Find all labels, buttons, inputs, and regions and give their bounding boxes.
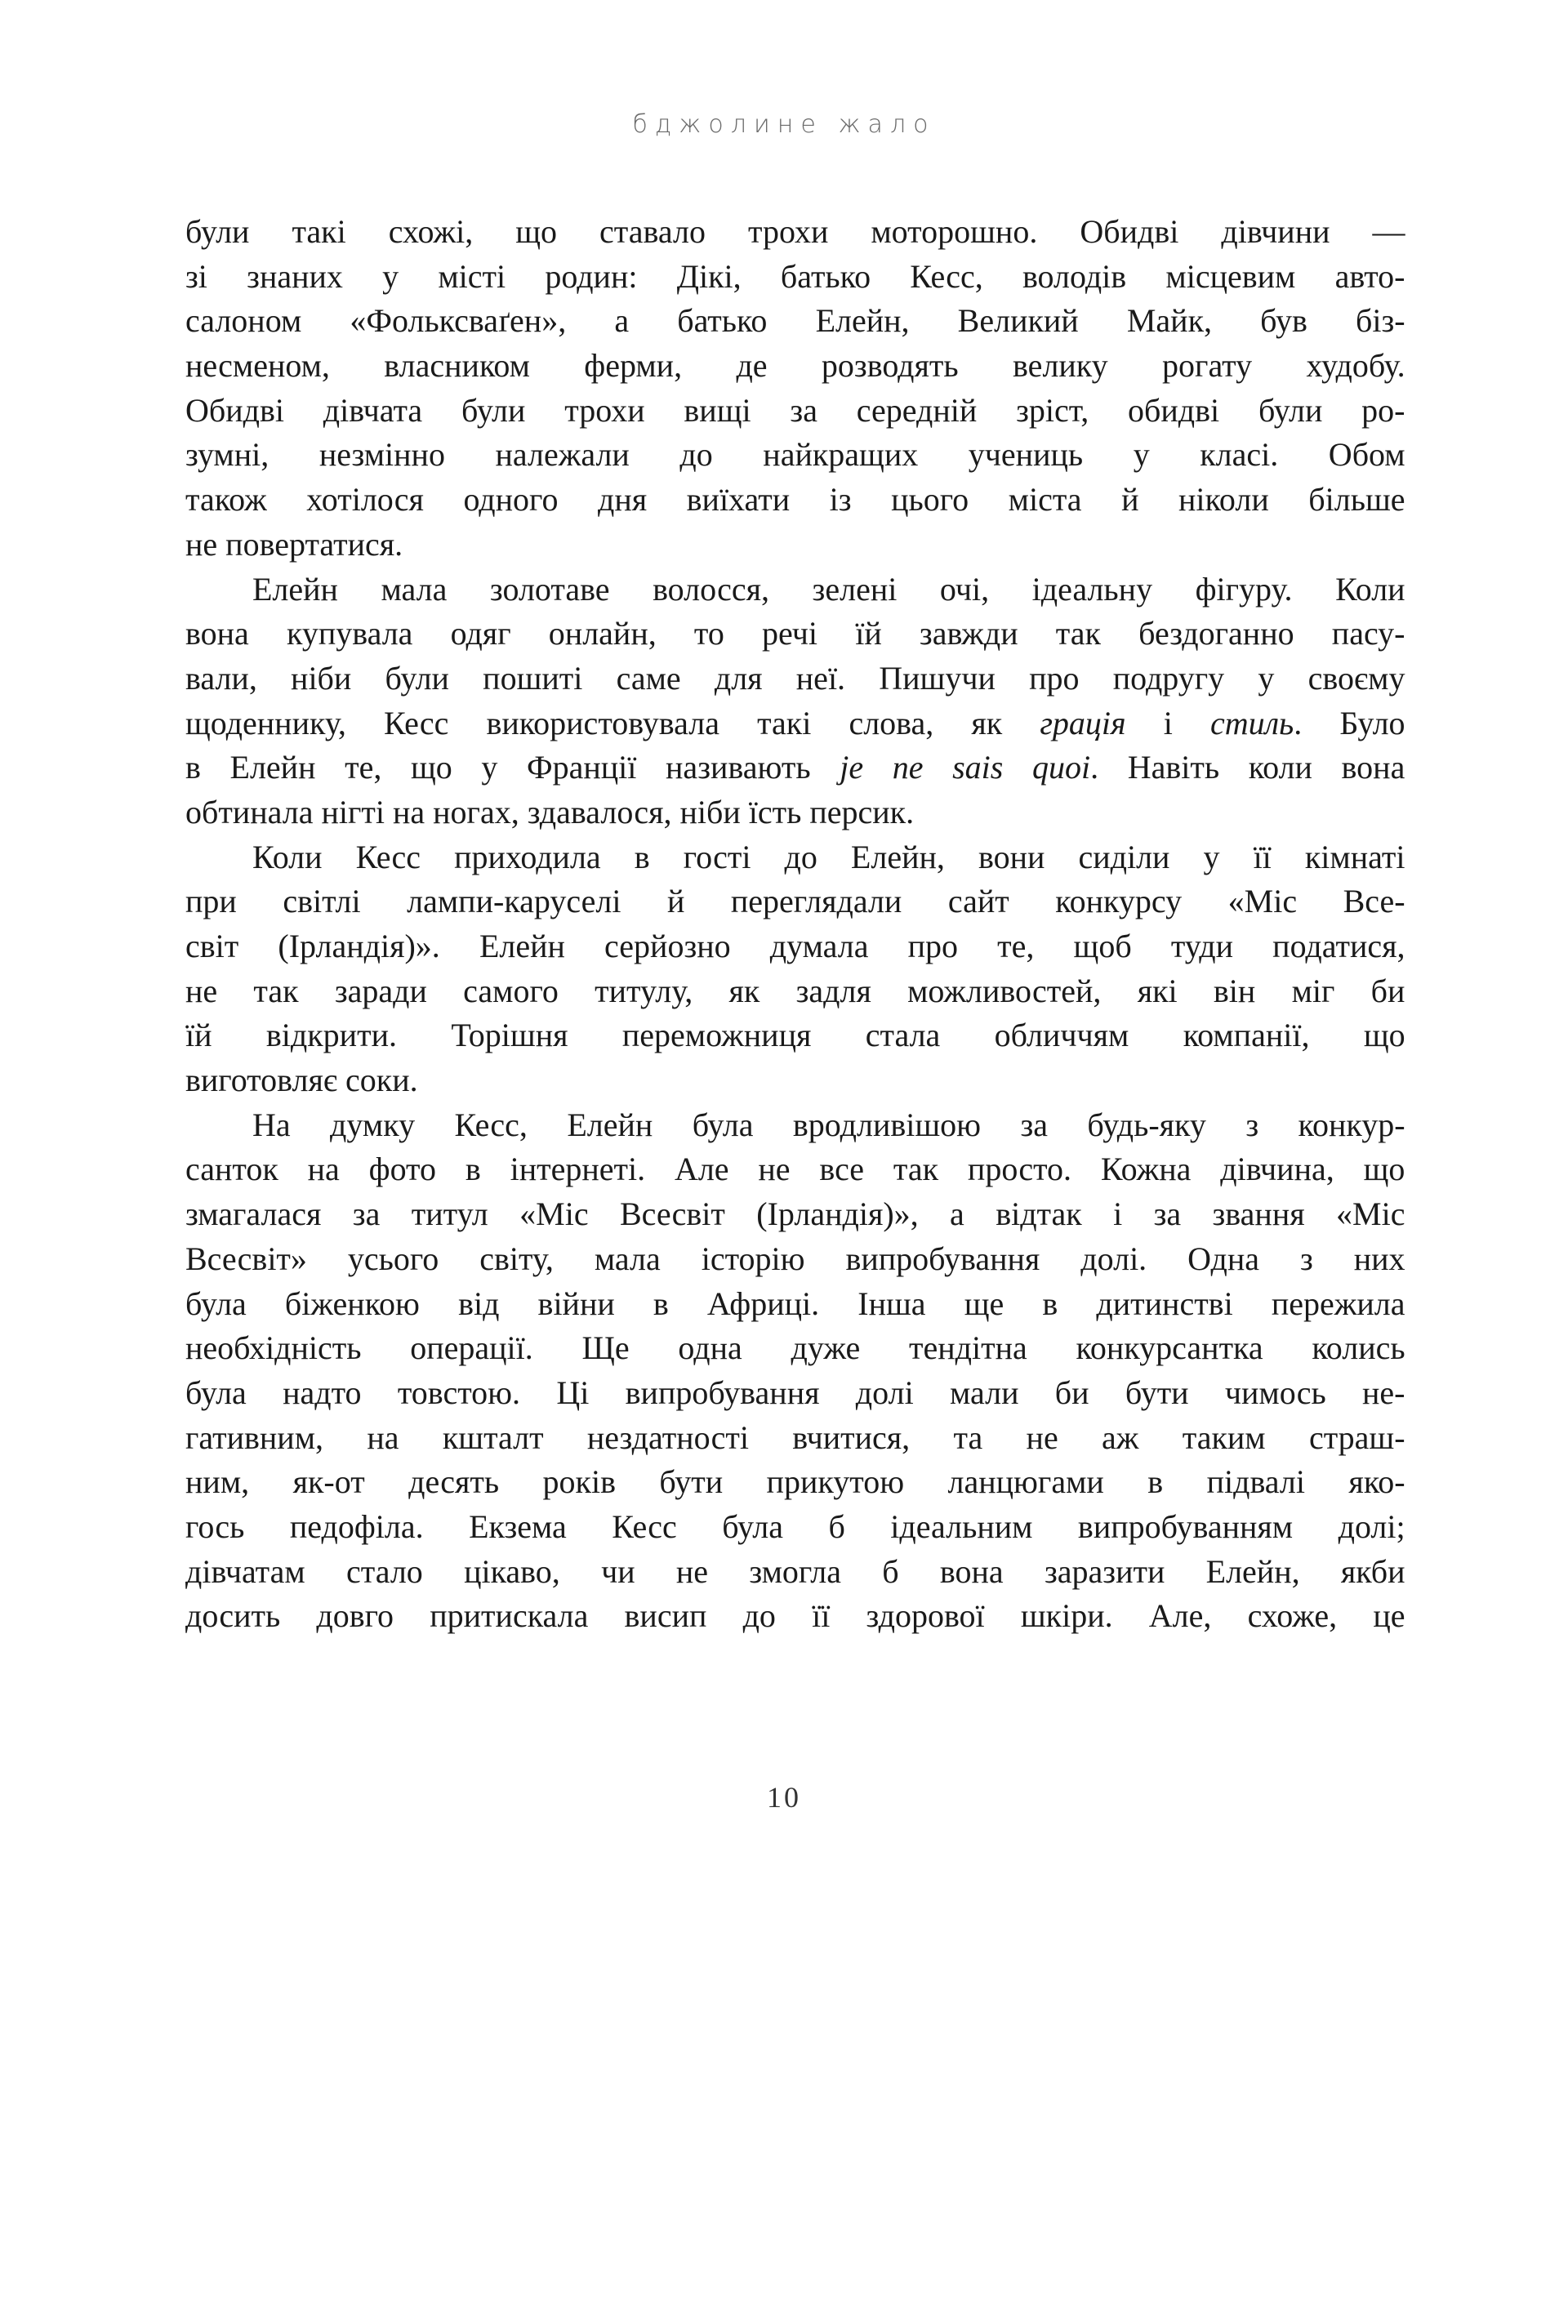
text-line	[185, 1371, 1405, 1416]
text-line	[185, 1237, 1405, 1282]
text-segment: була надто товстою. Ці випробування долі мали би бути чимось не-	[185, 1373, 1405, 1411]
text-segment: вона купувала одяг онлайн, то речі їй завжди так бездоганно пасу-	[185, 615, 1405, 652]
text-segment: також хотілося одного дня виїхати із цього міста й ніколи більше	[185, 481, 1405, 519]
text-line-content	[185, 657, 1405, 701]
text-line	[185, 523, 1405, 568]
text-segment: досить довго притискала висип до її здорової шкіри. Але, схоже, це	[185, 1597, 1405, 1635]
text-line-content	[185, 1550, 1405, 1595]
text-line	[185, 612, 1405, 657]
text-line	[185, 879, 1405, 924]
text-line-content	[185, 299, 1405, 344]
text-segment: при світлі лампи-каруселі й переглядали сайт конкурсу «Міс Все-	[185, 883, 1405, 920]
text-line	[185, 1282, 1405, 1327]
text-line-content	[185, 790, 914, 835]
text-segment: не повертатися.	[185, 525, 403, 563]
text-line-content	[185, 1326, 1405, 1371]
text-line	[185, 478, 1405, 523]
text-segment: були такі схожі, що ставало трохи моторошно. Обидві дівчини —	[185, 213, 1405, 250]
text-line	[185, 1103, 1405, 1148]
text-segment: і	[1125, 704, 1210, 741]
text-line-content	[185, 612, 1405, 657]
page-number: 10	[767, 1781, 801, 1814]
text-segment: Елейн мала золотаве волосся, зелені очі, ідеальну фігуру. Коли	[252, 570, 1405, 608]
text-line-content	[185, 389, 1405, 434]
text-line-content	[185, 433, 1405, 478]
text-line	[185, 969, 1405, 1014]
text-segment: виготовляє соки.	[185, 1062, 418, 1099]
italic-text: je ne sais quoi	[840, 749, 1091, 786]
text-line-content	[185, 255, 1405, 300]
text-line-content	[185, 1282, 1405, 1327]
text-segment: гось педофіла. Екзема Кесс була б ідеальним випробуванням долі;	[185, 1507, 1405, 1545]
text-line	[185, 389, 1405, 434]
text-segment: . Було	[1294, 704, 1405, 741]
text-line	[185, 1550, 1405, 1595]
text-line	[185, 924, 1405, 969]
text-segment: необхідність операції. Ще одна дуже тендітна конкурсантка колись	[185, 1329, 1405, 1367]
text-segment: їй відкрити. Торішня переможниця стала обличчям компанії, що	[185, 1017, 1405, 1054]
text-segment: гативним, на кшталт нездатності вчитися, та не аж таким страш-	[185, 1418, 1405, 1456]
text-segment: щоденнику, Кесс використовувала такі слова, як	[185, 704, 1040, 741]
text-line-content	[185, 1371, 1405, 1416]
text-line-content	[185, 523, 403, 568]
text-line	[185, 1147, 1405, 1192]
text-segment: зумні, незмінно належали до найкращих учениць у класі. Обом	[185, 436, 1405, 474]
text-line-content	[185, 344, 1405, 389]
text-segment: дівчатам стало цікаво, чи не змогла б вона заразити Елейн, якби	[185, 1552, 1405, 1590]
text-segment: санток на фото в інтернеті. Але не все так просто. Кожна дівчина, що	[185, 1151, 1405, 1188]
text-line-content	[185, 1505, 1405, 1550]
text-line	[185, 1594, 1405, 1639]
text-line	[185, 255, 1405, 300]
text-segment: Всесвіт» усього світу, мала історію випробування долі. Одна з них	[185, 1240, 1405, 1277]
text-line-content	[185, 879, 1405, 924]
text-segment: змагалася за титул «Міс Всесвіт (Ірландія)», а відтак і за звання «Міс	[185, 1195, 1405, 1233]
text-line-content	[185, 1192, 1405, 1237]
text-line	[185, 210, 1405, 255]
text-segment: світ (Ірландія)». Елейн серйозно думала про те, щоб туди податися,	[185, 928, 1405, 964]
text-line-content	[185, 1594, 1405, 1639]
text-line-content	[185, 478, 1405, 523]
text-segment: салоном «Фольксваґен», а батько Елейн, Великий Майк, був біз-	[185, 302, 1405, 340]
text-segment: вали, ніби були пошиті саме для неї. Пишучи про подругу у своєму	[185, 659, 1405, 697]
text-line	[185, 657, 1405, 701]
text-line-content	[185, 1416, 1405, 1461]
text-line-content	[252, 1103, 1405, 1148]
text-line	[185, 1192, 1405, 1237]
text-line	[185, 746, 1405, 790]
text-line-content	[185, 1013, 1405, 1058]
text-segment: несменом, власником ферми, де розводять велику рогату худобу.	[185, 347, 1405, 385]
text-line-content	[185, 924, 1405, 969]
italic-text: грація	[1040, 704, 1126, 741]
body-text	[185, 210, 1405, 1639]
text-line-content	[185, 1058, 418, 1103]
text-line	[185, 433, 1405, 478]
text-line	[185, 790, 1405, 835]
text-line-content	[185, 1460, 1405, 1505]
text-line	[185, 1460, 1405, 1505]
text-segment: не так заради самого титулу, як задля можливостей, які він міг би	[185, 972, 1405, 1009]
text-line	[185, 1416, 1405, 1461]
running-head: бджолине жало	[632, 110, 936, 139]
text-segment: На думку Кесс, Елейн була вродливішою за будь-яку з конкур-	[252, 1106, 1405, 1143]
text-line	[185, 344, 1405, 389]
text-line	[185, 835, 1405, 880]
text-segment: була біженкою від війни в Африці. Інша ще в дитинстві пережила	[185, 1284, 1405, 1322]
text-segment: . Навіть коли вона	[1090, 749, 1405, 786]
text-segment: Коли Кесс приходила в гості до Елейн, вони сиділи у її кімнаті	[252, 838, 1405, 875]
text-line-content	[252, 835, 1405, 880]
text-line-content	[185, 1237, 1405, 1282]
text-segment: ним, як-от десять років бути прикутою ланцюгами в підвалі яко-	[185, 1463, 1405, 1501]
text-line-content	[185, 701, 1405, 746]
text-line	[185, 1058, 1405, 1103]
text-line	[185, 1505, 1405, 1550]
text-line	[185, 1013, 1405, 1058]
text-line-content	[185, 969, 1405, 1014]
text-line-content	[185, 1147, 1405, 1192]
text-line	[185, 299, 1405, 344]
text-line-content	[185, 746, 1405, 790]
text-segment: зі знаних у місті родин: Дікі, батько Кесс, володів місцевим авто-	[185, 257, 1405, 295]
text-line	[185, 1326, 1405, 1371]
text-segment: обтинала нігті на ногах, здавалося, ніби їсть персик.	[185, 793, 915, 830]
text-line-content	[252, 568, 1405, 612]
text-line	[185, 701, 1405, 746]
text-segment: в Елейн те, що у Франції називають	[185, 749, 840, 786]
text-segment: Обидві дівчата були трохи вищі за середній зріст, обидві були ро-	[185, 391, 1405, 429]
text-line	[185, 568, 1405, 612]
text-line-content	[185, 210, 1405, 255]
italic-text: стиль	[1209, 704, 1294, 741]
